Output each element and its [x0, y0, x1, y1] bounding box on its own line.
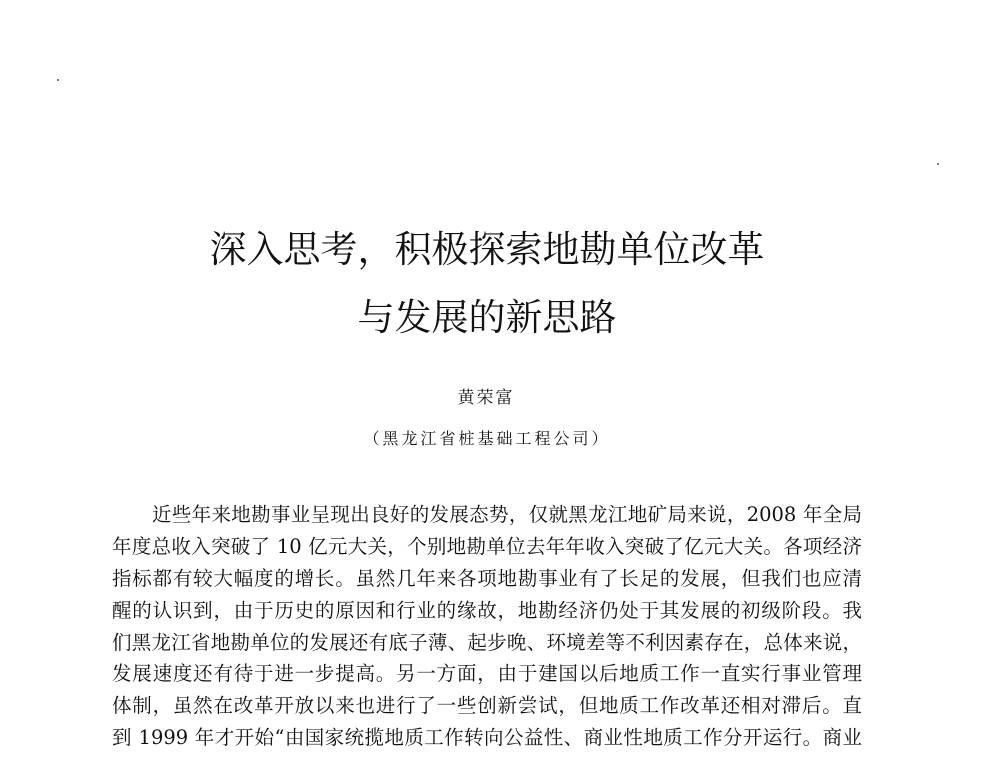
body-line: 醒的认识到，由于历史的原因和行业的缘故，地勘经济仍处于其发展的初级阶段。我	[112, 598, 862, 622]
body-line: 年度总收入突破了 10 亿元大关，个别地勘单位去年年收入突破了亿元大关。各项经济	[112, 534, 862, 558]
article-body	[112, 499, 862, 754]
body-line: 发展速度还有待于进一步提高。另一方面，由于建国以后地质工作一直实行事业管理	[112, 662, 862, 686]
scan-speck	[57, 79, 59, 81]
article-title-line-2: 与发展的新思路	[357, 296, 617, 339]
body-line: 到 1999 年才开始“由国家统揽地质工作转向公益性、商业性地质工作分开运行。商业	[112, 726, 862, 750]
scan-speck	[937, 163, 939, 165]
body-line: 近些年来地勘事业呈现出良好的发展态势，仅就黑龙江地矿局来说，2008 年全局	[152, 503, 862, 526]
article-title-line-1: 深入思考，积极探索地勘单位改革	[209, 228, 765, 271]
article-author: 黄荣富	[457, 388, 515, 408]
body-line: 指标都有较大幅度的增长。虽然几年来各项地勘事业有了长足的发展，但我们也应清	[112, 566, 862, 590]
body-line: 体制，虽然在改革开放以来也进行了一些创新尝试，但地质工作改革还相对滞后。直	[112, 694, 862, 718]
body-line: 们黑龙江省地勘单位的发展还有底子薄、起步晚、环境差等不利因素存在，总体来说，	[112, 630, 862, 654]
article-affiliation: （黑龙江省桩基础工程公司）	[363, 429, 611, 448]
